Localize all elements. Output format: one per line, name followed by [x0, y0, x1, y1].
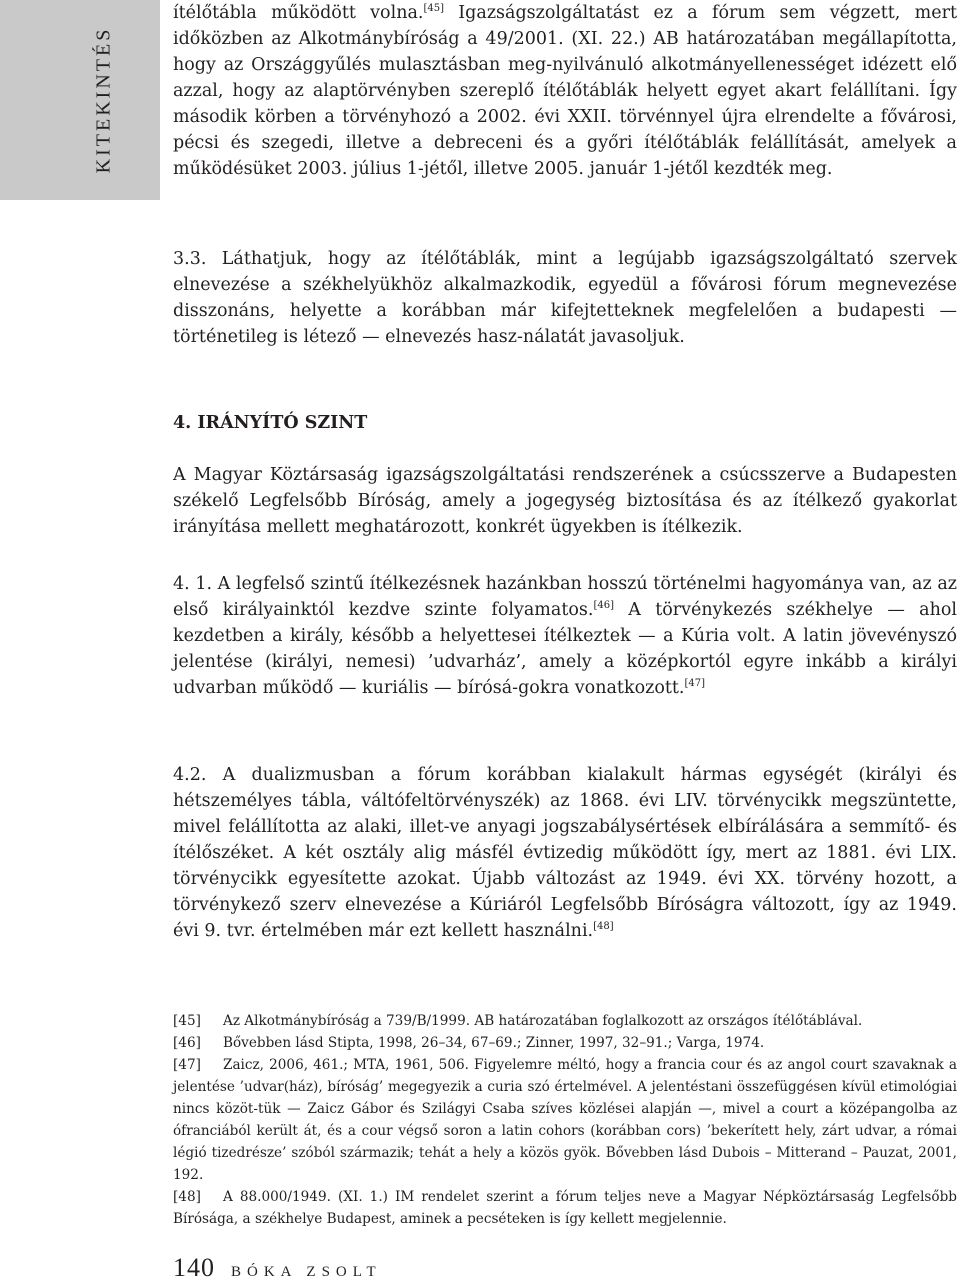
running-author: BÓKA ZSOLT: [231, 1264, 382, 1280]
paragraph-text: A Magyar Köztársaság igazságszolgáltatási rendszerének a csúcsszerve a Budapesten székelő Legfelsőbb Bíróság, amely a jogegység biztosítása és az ítélkező gyakorlat irányítása mellett meghatározott, konkrét ügyekben is ítélkezik.: [173, 465, 957, 537]
paragraph-4-1: [173, 571, 957, 701]
section-label: KITEKINTÉS: [92, 26, 115, 174]
footnote-number: [47]: [173, 1057, 201, 1073]
footnote-text: Zaicz, 2006, 461.; MTA, 1961, 506. Figyelemre méltó, hogy a francia cour és az angol court szavaknak a jelentése ’udvar(ház), bíróság’ megegyezik a curia szó értelmével. A jelentéstani összefüggésen kívül etimológiai nincs közöt-tük — Zaicz Gábor és Szilágyi Csaba szíves közlései alapján —, mivel a court a középangolba az ófranciából került át, és a cour végső soron a latin cohors (korábban cors) ’bekerített hely, zárt udvar, a római légió tizedrésze’ szóból származik; tehát a hely a közös gyök. Bővebben lásd Dubois – Mitterand – Pauzat, 2001, 192.: [173, 1057, 957, 1183]
paragraph-intro: [173, 462, 957, 540]
paragraph-text: 4. 1. A legfelső szintű ítélkezésnek hazánkban hosszú történelmi hagyománya van, az az első királyainktól kezdve szinte folyamatos.: [173, 574, 957, 620]
paragraph-continuation: [173, 0, 957, 182]
paragraph-3-3: [173, 246, 957, 350]
footnote-text: Bővebben lásd Stipta, 1998, 26–34, 67–69.; Zinner, 1997, 32–91.; Varga, 1974.: [223, 1035, 765, 1051]
paragraph-text: Igazságszolgáltatást ez a fórum sem végzett, mert időközben az Alkotmánybíróság a 49/2001. (XI. 22.) AB határozatában megállapította, hogy az Országgyűlés mulasztásban meg-nyilvánuló alkotmányellenességet idézett elő azzal, hogy az alaptörvényben szereplő ítélőtáblák helyett egyet akart felállítani. Így második körben a törvényhozó a 2002. évi XXII. törvénnyel újra elrendelte a fővárosi, pécsi és szegedi, illetve a debreceni és a győri ítélőtáblák felállítását, amelyek a működésüket 2003. július 1-jétől, illetve 2005. január 1-jétől kezdték meg.: [173, 3, 957, 179]
section-tab: [0, 0, 160, 200]
footnote-number: [45]: [173, 1013, 201, 1029]
paragraph-text: 3.3. Láthatjuk, hogy az ítélőtáblák, mint a legújabb igazságszolgáltató szervek elnevezése a székhelyükhöz alkalmazkodik, egyedül a fővárosi fórum megnevezése disszonáns, helyette a korábban már kifejtetteknek megfelelően a budapesti — történetileg is létező — elnevezés hasz-nálatát javasoljuk.: [173, 249, 957, 347]
footnote-text: Az Alkotmánybíróság a 739/B/1999. AB határozatában foglalkozott az országos ítélőtáblával.: [223, 1013, 863, 1029]
paragraph-text: 4.2. A dualizmusban a fórum korábban kialakult hármas egységét (királyi és hétszemélyes tábla, váltófeltörvényszék) az 1868. évi LIV. törvénycikk megszüntette, mivel felállította az alaki, illet-ve anyagi jogszabálysértések elbírálására a semmítő- és ítélőszéket. A két osztály alig másfél évtizedig működött így, mert az 1881. évi LIX. törvénycikk egyesítette azokat. Újabb változást az 1949. évi XX. törvény hozott, a törvénykező szerv elnevezése a Kúriáról Legfelsőbb Bíróságra változott, így az 1949. évi 9. tvr. értelmében már ezt kellett használni.: [173, 765, 957, 941]
footnote-45: [173, 1010, 957, 1032]
footnote-ref-48[interactable]: [48]: [593, 921, 614, 933]
page-number: 140: [173, 1253, 215, 1282]
footnote-ref-46[interactable]: [46]: [593, 600, 614, 612]
footnote-text: A 88.000/1949. (XI. 1.) IM rendelet szerint a fórum teljes neve a Magyar Népköztársaság Legfelsőbb Bírósága, a székhelye Budapest, aminek a pecséteken is így kellett megjelennie.: [173, 1189, 957, 1227]
footnote-number: [48]: [173, 1189, 201, 1205]
section-heading: 4. IRÁNYÍTÓ SZINT: [173, 413, 368, 433]
footnote-number: [46]: [173, 1035, 201, 1051]
footnote-ref-47[interactable]: [47]: [684, 678, 706, 690]
paragraph-text: ítélőtábla működött volna.: [173, 3, 424, 23]
footnote-47: [173, 1054, 957, 1186]
footnote-ref-45[interactable]: [45]: [423, 3, 444, 15]
paragraph-text: A törvénykezés székhelye — ahol kezdetben a király, később a helyettesei ítélkeztek — a Kúria volt. A latin jövevényszó jelentése (királyi, nemesi) ’udvarház’, amely a középkortól egyre inkább a királyi udvarban működő — kuriális — bírósá-gokra vonatkozott.: [173, 600, 957, 698]
footnote-46: [173, 1032, 957, 1054]
footnote-48: [173, 1186, 957, 1230]
paragraph-4-2: [173, 762, 957, 944]
page-footer: [173, 1253, 382, 1283]
